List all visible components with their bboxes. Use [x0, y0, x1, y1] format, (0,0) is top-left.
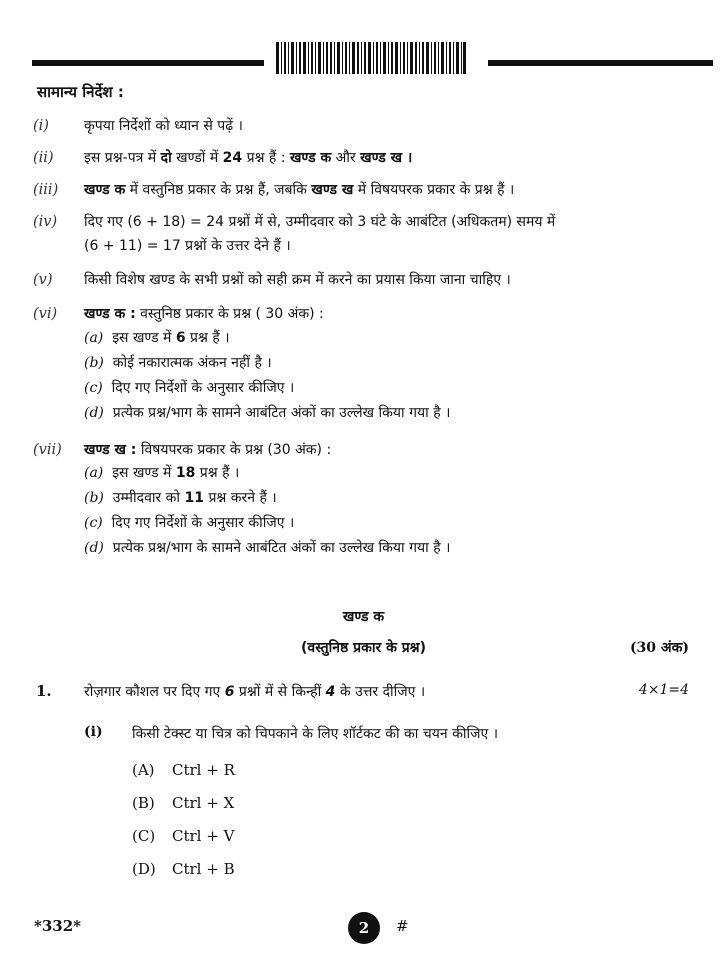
- sub-question-number: (i): [84, 724, 103, 740]
- sub-instruction: (b) उम्मीदवार को 11 प्रश्न करने हैं ।: [84, 490, 277, 506]
- instruction-number: (vii): [33, 442, 62, 458]
- general-instructions-title: सामान्य निर्देश :: [37, 83, 124, 101]
- sub-instruction: (d) प्रत्येक प्रश्न/भाग के सामने आबंटित अंकों का उल्लेख किया गया है ।: [84, 540, 451, 556]
- instruction-text: खण्ड क : वस्तुनिष्ठ प्रकार के प्रश्न ( 30 अंक) :: [84, 306, 324, 322]
- sub-instruction: (b) कोई नकारात्मक अंकन नहीं है ।: [84, 355, 272, 371]
- option-c: (C) Ctrl + V: [132, 827, 235, 845]
- instruction-number: (iv): [33, 214, 58, 230]
- section-title: खण्ड क: [342, 609, 385, 625]
- option-a: (A) Ctrl + R: [132, 761, 235, 779]
- instruction-number: (i): [33, 118, 49, 134]
- instruction-number: (ii): [33, 150, 54, 166]
- question-number: 1.: [36, 682, 52, 700]
- sub-question-text: किसी टेक्स्ट या चित्र को चिपकाने के लिए शॉर्टकट की का चयन कीजिए ।: [132, 726, 499, 742]
- instruction-number: (iii): [33, 182, 59, 198]
- sub-instruction: (d) प्रत्येक प्रश्न/भाग के सामने आबंटित अंकों का उल्लेख किया गया है ।: [84, 405, 451, 421]
- instruction-text-line2: (6 + 11) = 17 प्रश्नों के उत्तर देने हैं ।: [84, 238, 291, 254]
- paper-code: *332*: [34, 917, 81, 935]
- barcode-icon: [276, 42, 466, 74]
- question-marks: 4×1=4: [638, 682, 689, 698]
- question-text: रोज़गार कौशल पर दिए गए 6 प्रश्नों में से किन्हीं 4 के उत्तर दीजिए ।: [84, 684, 426, 700]
- hash-mark: #: [396, 917, 409, 935]
- sub-instruction: (c) दिए गए निर्देशों के अनुसार कीजिए ।: [84, 515, 295, 531]
- sub-instruction: (a) इस खण्ड में 6 प्रश्न हैं ।: [84, 330, 230, 346]
- option-d: (D) Ctrl + B: [132, 860, 235, 878]
- instruction-text: किसी विशेष खण्ड के सभी प्रश्नों को सही क्रम में करने का प्रयास किया जाना चाहिए ।: [84, 272, 511, 288]
- instruction-number: (vi): [33, 306, 58, 322]
- header-rule-left: [32, 60, 264, 66]
- instruction-text: खण्ड क में वस्तुनिष्ठ प्रकार के प्रश्न हैं, जबकि खण्ड ख में विषयपरक प्रकार के प्रश्न हैं ।: [84, 182, 515, 198]
- instruction-text-line1: दिए गए (6 + 18) = 24 प्रश्नों में से, उम्मीदवार को 3 घंटे के आबंटित (अधिकतम) समय में: [84, 214, 556, 230]
- instruction-text: कृपया निर्देशों को ध्यान से पढ़ें ।: [84, 118, 243, 134]
- instruction-text: इस प्रश्न-पत्र में दो खण्डों में 24 प्रश्न हैं : खण्ड क और खण्ड ख ।: [84, 150, 413, 166]
- instruction-number: (v): [33, 272, 53, 288]
- header-rule-right: [488, 60, 713, 66]
- page-number: 2: [348, 912, 380, 944]
- option-b: (B) Ctrl + X: [132, 794, 235, 812]
- section-subtitle: (वस्तुनिष्ठ प्रकार के प्रश्न): [301, 640, 426, 656]
- sub-instruction: (a) इस खण्ड में 18 प्रश्न हैं ।: [84, 465, 240, 481]
- section-marks: (30 अंक): [629, 640, 689, 656]
- instruction-text: खण्ड ख : विषयपरक प्रकार के प्रश्न (30 अंक) :: [84, 442, 332, 458]
- sub-instruction: (c) दिए गए निर्देशों के अनुसार कीजिए ।: [84, 380, 295, 396]
